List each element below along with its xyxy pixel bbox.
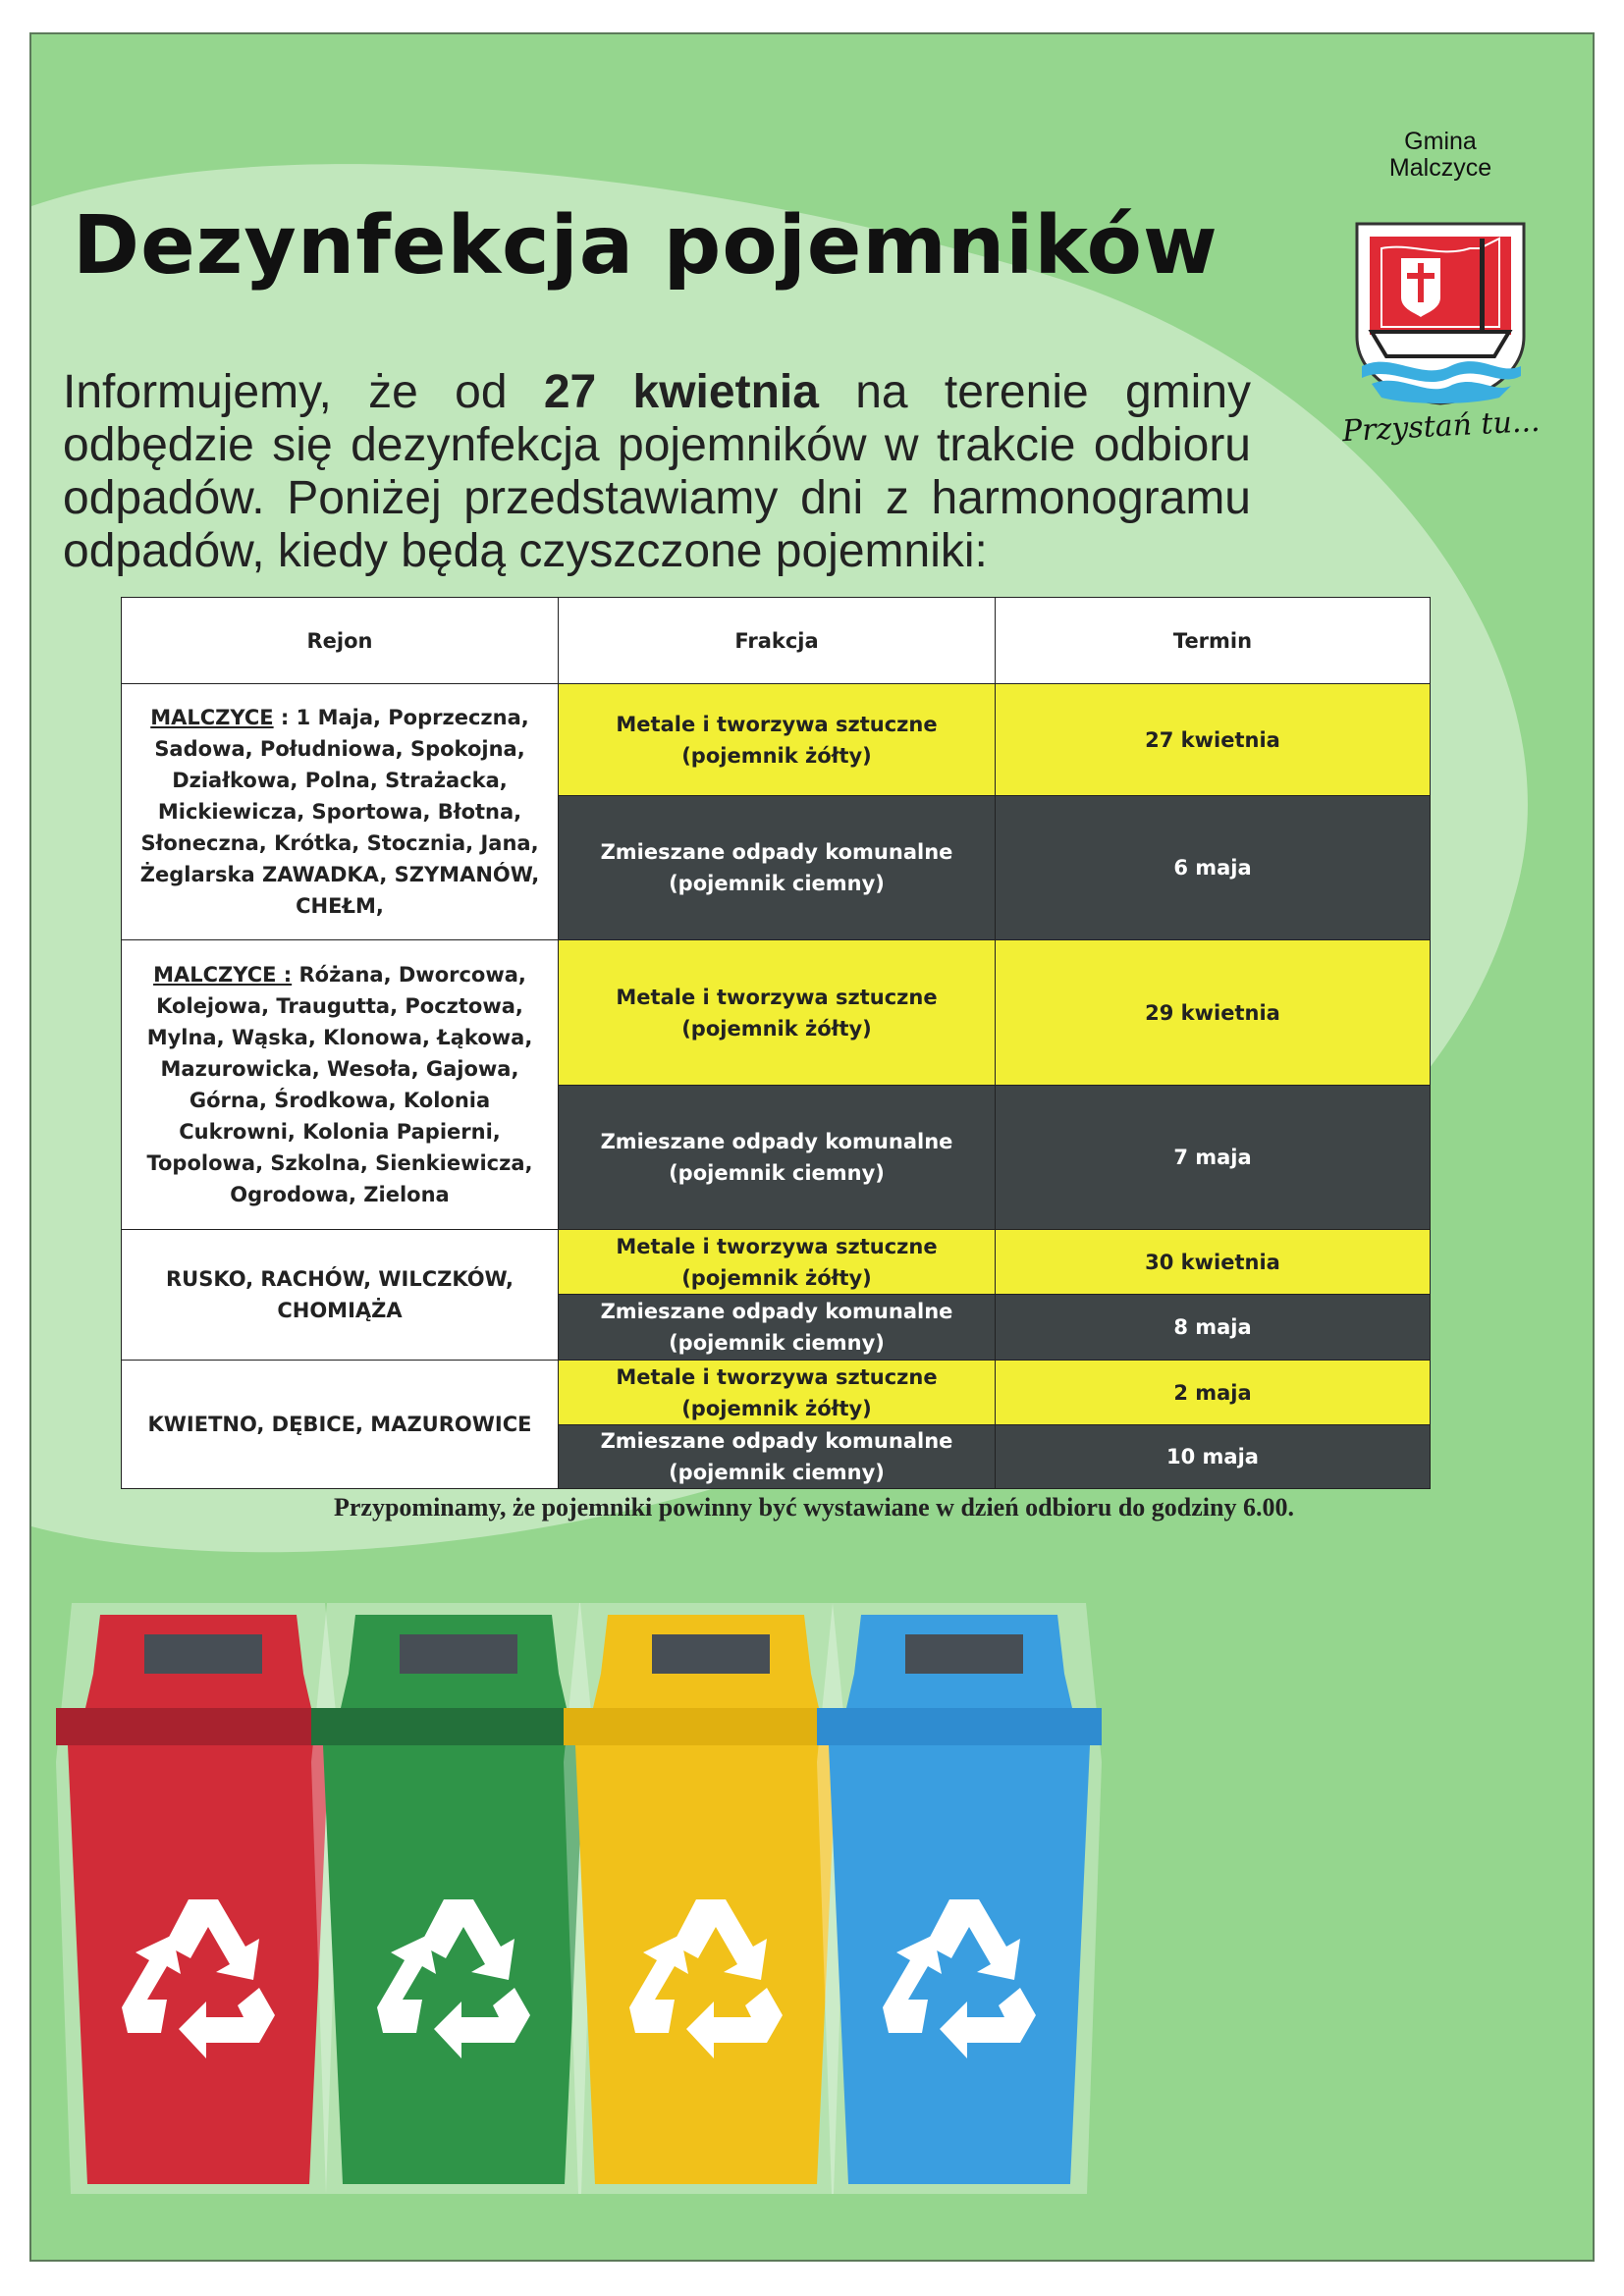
rejon-cell: [122, 684, 559, 940]
intro-text-rest: na terenie gminy odbędzie się dezynfekcja pojemników w trakcie odbioru odpadów. Poniżej przedstawiamy dni z harmonogramu odpadów, kiedy będą czyszczone pojemniki:: [63, 366, 1252, 577]
coat-of-arms-icon: [1352, 219, 1529, 405]
recycling-bin-4: [817, 1603, 1102, 2194]
recycling-bins: [31, 1566, 1595, 2243]
recycling-bin-3: [564, 1603, 848, 2194]
logo-name-line1: Gmina: [1404, 128, 1477, 155]
termin-cell: 2 maja: [996, 1361, 1431, 1425]
rejon-text: : 1 Maja, Poprzeczna, Sadowa, Południowa, Spokojna, Działkowa, Polna, Strażacka, Mickiewicza, Sportowa, Błotna, Słoneczna, Krótka, Stocznia, Jana, Żeglarska ZAWADKA, SZYMANÓW, CHEŁM,: [139, 706, 540, 918]
termin-cell: 8 maja: [996, 1295, 1431, 1361]
frakcja-cell: Metale i tworzywa sztuczne (pojemnik żółty): [559, 684, 996, 796]
frakcja-cell: Metale i tworzywa sztuczne (pojemnik żółty): [559, 1361, 996, 1425]
recycling-bin-2: [311, 1603, 596, 2194]
intro-paragraph: [63, 366, 1251, 578]
rejon-text: RUSKO, RACHÓW, WILCZKÓW, CHOMIĄŻA: [166, 1267, 514, 1322]
rejon-label: MALCZYCE: [150, 706, 274, 729]
rejon-cell: [122, 1230, 559, 1361]
logo-name: [1342, 129, 1539, 182]
header-frakcja: Frakcja: [559, 598, 996, 684]
header-rejon: Rejon: [122, 598, 559, 684]
table-row: [122, 684, 1431, 796]
poster: [29, 32, 1595, 2262]
rejon-cell: [122, 1361, 559, 1489]
frakcja-cell: Metale i tworzywa sztuczne (pojemnik żółty): [559, 1230, 996, 1295]
table-row: [122, 940, 1431, 1086]
gmina-logo: [1342, 97, 1578, 460]
intro-text: Informujemy, że od: [63, 366, 544, 418]
termin-cell: 10 maja: [996, 1425, 1431, 1489]
frakcja-cell: Zmieszane odpady komunalne (pojemnik ciemny): [559, 1086, 996, 1230]
recycling-bin-1: [56, 1603, 341, 2194]
frakcja-cell: Zmieszane odpady komunalne (pojemnik ciemny): [559, 1425, 996, 1489]
rejon-text: KWIETNO, DĘBICE, MAZUROWICE: [147, 1413, 532, 1436]
frakcja-cell: Metale i tworzywa sztuczne (pojemnik żółty): [559, 940, 996, 1086]
frakcja-cell: Zmieszane odpady komunalne (pojemnik ciemny): [559, 1295, 996, 1361]
rejon-text: Różana, Dworcowa, Kolejowa, Traugutta, Pocztowa, Mylna, Wąska, Klonowa, Łąkowa, Mazurowicka, Wesoła, Gajowa, Górna, Środkowa, Kolonia Cukrowni, Kolonia Papierni, Topolowa, Szkolna, Sienkiewicza, Ogrodowa, Zielona: [146, 963, 533, 1206]
page-title: Dezynfekcja pojemników: [73, 199, 1218, 293]
table-row: [122, 1361, 1431, 1425]
reminder-text: Przypominamy, że pojemniki powinny być wystawiane w dzień odbioru do godziny 6.00.: [334, 1493, 1294, 1522]
table-header-row: [122, 598, 1431, 684]
termin-cell: 29 kwietnia: [996, 940, 1431, 1086]
logo-name-line2: Malczyce: [1388, 154, 1492, 182]
rejon-label: MALCZYCE :: [153, 963, 293, 987]
schedule-table: [121, 597, 1431, 1489]
logo-motto: Przystań tu...: [1341, 403, 1542, 450]
termin-cell: 6 maja: [996, 796, 1431, 940]
termin-cell: 30 kwietnia: [996, 1230, 1431, 1295]
frakcja-cell: Zmieszane odpady komunalne (pojemnik ciemny): [559, 796, 996, 940]
termin-cell: 7 maja: [996, 1086, 1431, 1230]
rejon-cell: [122, 940, 559, 1230]
intro-date: 27 kwietnia: [543, 366, 819, 418]
header-termin: Termin: [996, 598, 1431, 684]
table-row: [122, 1230, 1431, 1295]
termin-cell: 27 kwietnia: [996, 684, 1431, 796]
